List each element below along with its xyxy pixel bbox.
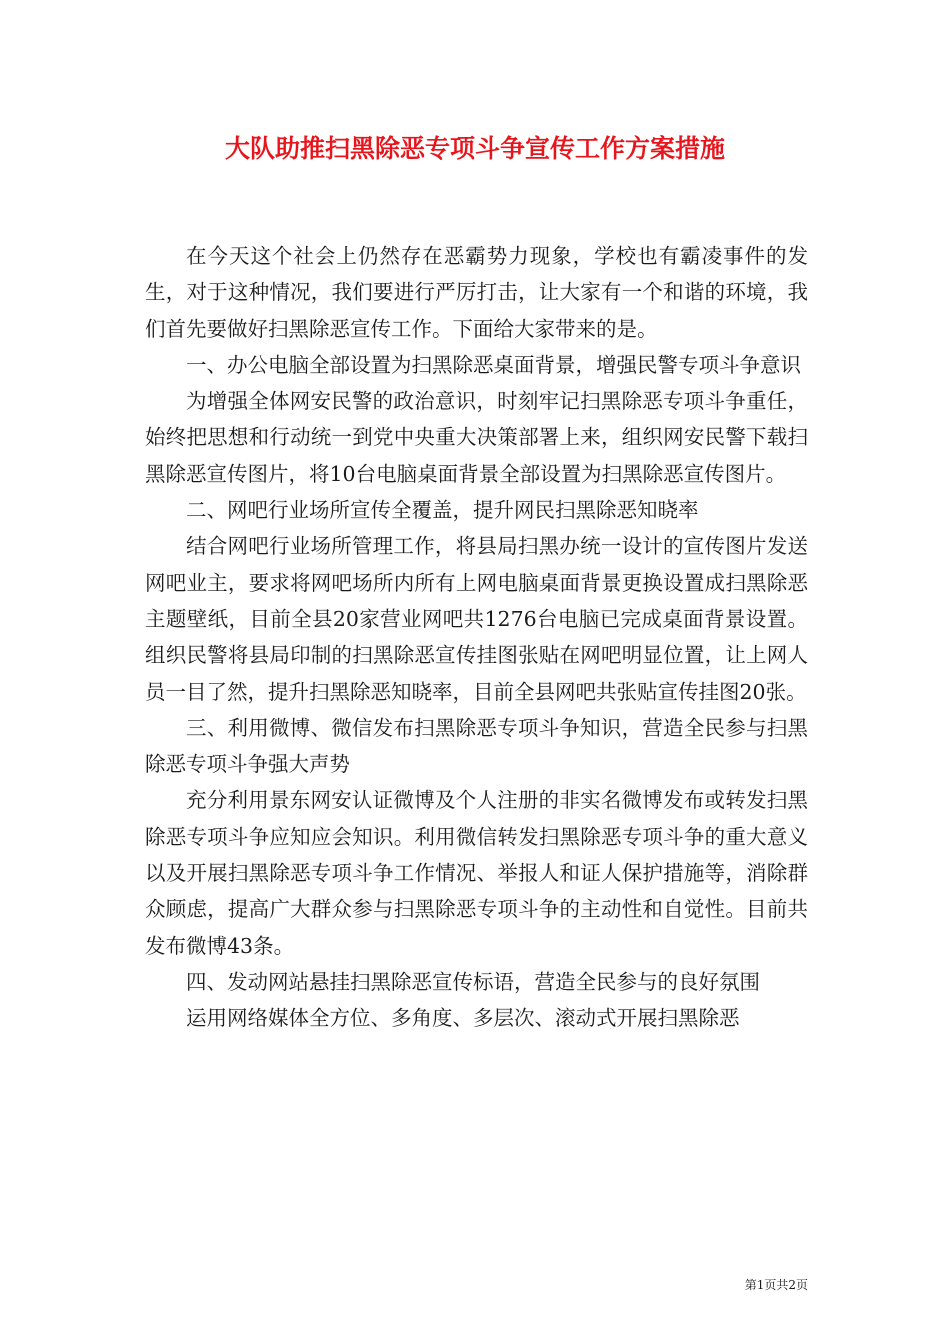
section-heading-3: 三、利用微博、微信发布扫黑除恶专项斗争知识，营造全民参与扫黑除恶专项斗争强大声势 — [145, 715, 808, 777]
section-heading-4: 四、发动网站悬挂扫黑除恶宣传标语，营造全民参与的良好氛围 — [186, 969, 760, 994]
section-heading-2: 二、网吧行业场所宣传全覆盖，提升网民扫黑除恶知晓率 — [186, 498, 699, 523]
paragraph-intro: 在今天这个社会上仍然存在恶霸势力现象，学校也有霸凌事件的发生，对于这种情况，我们要进行严厉打击，让大家有一个和谐的环境，我们首先要做好扫黑除恶宣传工作。下面给大家带来的是。 — [145, 244, 808, 341]
document-body — [145, 238, 808, 1037]
section-heading-1: 一、办公电脑全部设置为扫黑除恶桌面背景，增强民警专项斗争意识 — [186, 352, 801, 377]
paragraph-section-1: 为增强全体网安民警的政治意识，时刻牢记扫黑除恶专项斗争重任，始终把思想和行动统一到党中央重大决策部署上来，组织网安民警下载扫黑除恶宣传图片，将10台电脑桌面背景全部设置为扫黑除恶宣传图片。 — [145, 389, 808, 486]
paragraph-section-3: 充分利用景东网安认证微博及个人注册的非实名微博发布或转发扫黑除恶专项斗争应知应会知识。利用微信转发扫黑除恶专项斗争的重大意义以及开展扫黑除恶专项斗争工作情况、举报人和证人保护措施等，消除群众顾虑，提高广大群众参与扫黑除恶专项斗争的主动性和自觉性。目前共发布微博43条。 — [145, 788, 808, 958]
document-title: 大队助推扫黑除恶专项斗争宣传工作方案措施 — [224, 134, 725, 163]
paragraph-section-2: 结合网吧行业场所管理工作，将县局扫黑办统一设计的宣传图片发送网吧业主，要求将网吧场所内所有上网电脑桌面背景更换设置成扫黑除恶主题壁纸，目前全县20家营业网吧共1276台电脑已完成桌面背景设置。组织民警将县局印制的扫黑除恶宣传挂图张贴在网吧明显位置，让上网人员一目了然，提升扫黑除恶知晓率，目前全县网吧共张贴宣传挂图20张。 — [145, 534, 808, 704]
page-number-footer: 第1页共2页 — [744, 1278, 808, 1292]
paragraph-section-4: 运用网络媒体全方位、多角度、多层次、滚动式开展扫黑除恶 — [186, 1006, 740, 1031]
